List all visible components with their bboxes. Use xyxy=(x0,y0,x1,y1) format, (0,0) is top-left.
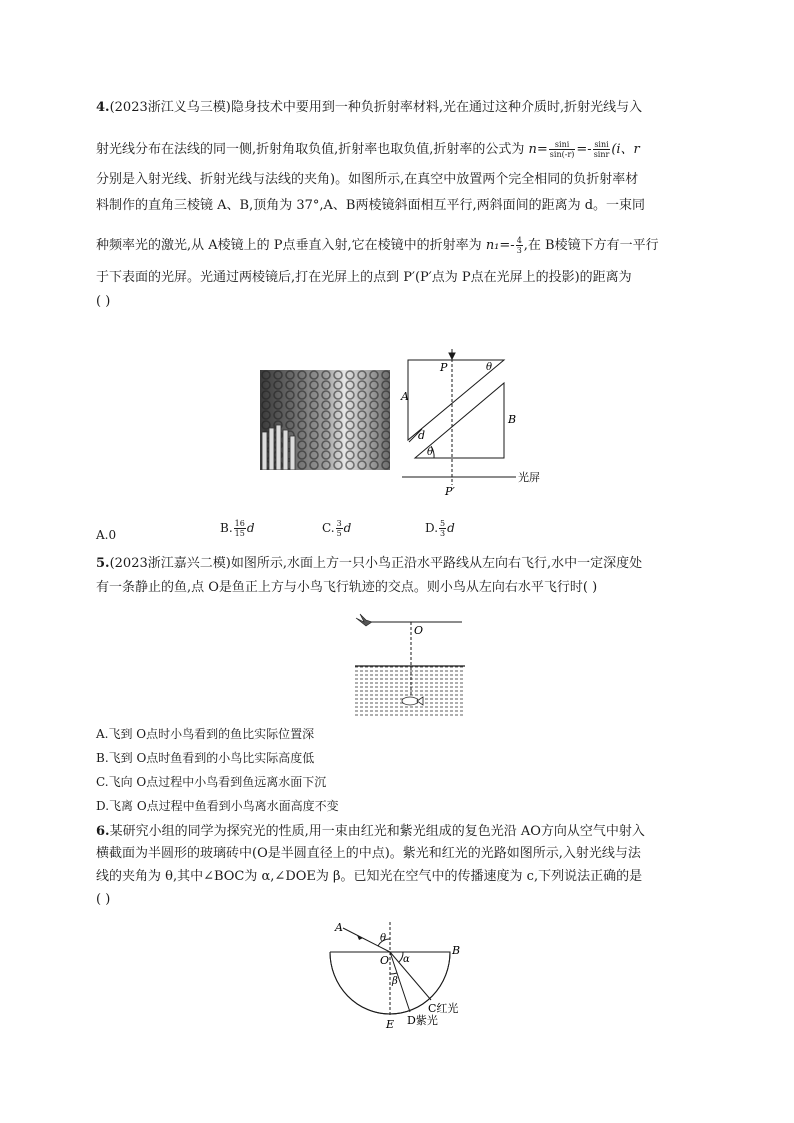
label-theta-top: θ xyxy=(486,362,493,373)
label-e: E xyxy=(386,1018,395,1031)
formula-fraction-1 xyxy=(549,140,576,159)
frac2-numerator: sini xyxy=(594,140,609,149)
q4-text-2-tail: (i、r xyxy=(611,142,640,157)
q4-number: 4. xyxy=(96,100,110,115)
q5-option-b-text: B.飞到 O点时鱼看到的小鸟比实际高度低 xyxy=(96,751,315,765)
q5-number: 5. xyxy=(96,556,110,571)
option-c-prefix: C. xyxy=(322,521,335,535)
label-p: P xyxy=(440,361,448,374)
q4-line-2 xyxy=(96,140,640,159)
label-a: A xyxy=(335,921,343,934)
label-beta: β xyxy=(392,976,398,987)
option-a-text: A.0 xyxy=(96,528,117,542)
option-d-suffix: d xyxy=(447,521,455,535)
label-d-violet: D紫光 xyxy=(407,1014,438,1027)
prism-diagram xyxy=(398,345,558,500)
q5-text-2: 有一条静止的鱼,点 O是鱼正上方与小鸟飞行轨迹的交点。则小鸟从左向右水平飞行时( ) xyxy=(96,580,598,595)
q4-option-a[interactable] xyxy=(96,527,116,543)
label-o: O xyxy=(380,954,390,967)
q4-answer-blank: ( ) xyxy=(96,294,111,309)
q4-text-5-tail: ,在 B棱镜下方有一平行 xyxy=(523,238,659,253)
formula-fraction-2 xyxy=(593,140,611,159)
n1-label: n₁=- xyxy=(485,238,515,253)
q6-answer-blank: ( ) xyxy=(96,892,111,907)
formula-n: n= xyxy=(528,142,548,157)
stealth-material-photo xyxy=(260,370,390,470)
bird-fish-diagram xyxy=(350,610,470,720)
label-c-red: C红光 xyxy=(428,1002,459,1015)
q4-line-1 xyxy=(96,100,642,116)
option-c-denominator: 5 xyxy=(336,529,342,538)
q6-line-2 xyxy=(96,846,641,862)
bird-icon xyxy=(356,614,372,626)
label-theta: θ xyxy=(380,933,387,944)
q5-line-2 xyxy=(96,580,597,596)
q4-paren xyxy=(96,294,110,310)
q4-source: (2023浙江义乌三模) xyxy=(109,100,231,115)
q4-option-c[interactable] xyxy=(322,519,351,538)
option-c-suffix: d xyxy=(343,521,352,535)
option-b-prefix: B. xyxy=(220,521,233,535)
label-a: A xyxy=(401,390,409,403)
q5-option-d-text: D.飞离 O点过程中鱼看到小鸟离水面高度不变 xyxy=(96,799,339,813)
option-d-numerator: 5 xyxy=(440,519,446,528)
option-b-suffix: d xyxy=(246,521,255,535)
q5-option-d[interactable] xyxy=(96,798,339,814)
q4-text-5: 种频率光的激光,从 A棱镜上的 P点垂直入射,它在棱镜中的折射率为 xyxy=(96,238,486,253)
option-d-prefix: D. xyxy=(425,521,439,535)
q4-line-5 xyxy=(96,236,659,255)
q5-option-c[interactable] xyxy=(96,774,326,790)
q5-option-b[interactable] xyxy=(96,750,314,766)
label-o: O xyxy=(414,624,424,637)
q5-source: (2023浙江嘉兴二模) xyxy=(109,556,231,571)
q4-text-1: 隐身技术中要用到一种负折射率材料,光在通过这种介质时,折射光线与入 xyxy=(230,100,643,115)
q4-text-2: 射光线分布在法线的同一侧,折射角取负值,折射率也取负值,折射率的公式为 xyxy=(96,142,529,157)
option-c-fraction xyxy=(336,519,343,538)
q4-line-3 xyxy=(96,172,638,188)
semicircle-glass-diagram xyxy=(325,918,500,1033)
label-b: B xyxy=(508,413,517,426)
q4-text-6: 于下表面的光屏。光通过两棱镜后,打在光屏上的点到 P′(P′点为 P点在光屏上的投影)的距离为 xyxy=(96,270,632,285)
n1-numerator: 4 xyxy=(516,236,522,245)
q4-text-4: 料制作的直角三棱镜 A、B,顶角为 37°,A、B两棱镜斜面相互平行,两斜面间的距离为 d。一束同 xyxy=(96,198,646,213)
label-p-prime: P′ xyxy=(445,485,455,498)
frac1-numerator: sini xyxy=(549,140,576,150)
q5-option-a[interactable] xyxy=(96,726,314,742)
label-b: B xyxy=(452,944,461,957)
option-b-denominator: 15 xyxy=(234,529,245,538)
n1-fraction xyxy=(516,236,523,255)
q6-line-3 xyxy=(96,869,642,885)
q6-paren xyxy=(96,892,110,908)
frac2-denominator: sinr xyxy=(593,150,610,159)
q6-number: 6. xyxy=(96,824,110,839)
arrow-head-icon xyxy=(449,353,455,359)
option-d-fraction xyxy=(439,519,446,538)
beta-arc xyxy=(390,973,397,974)
option-d-denominator: 3 xyxy=(440,529,446,538)
option-b-fraction xyxy=(234,519,246,538)
label-theta-bottom: θ xyxy=(427,447,434,458)
option-b-numerator: 16 xyxy=(234,519,245,528)
label-d: d xyxy=(418,429,426,442)
option-c-numerator: 3 xyxy=(336,519,342,528)
label-screen: 光屏 xyxy=(518,471,540,484)
water-area xyxy=(355,666,465,718)
q6-text-1: 某研究小组的同学为探究光的性质,用一束由红光和紫光组成的复色光沿 AO方向从空气中射入 xyxy=(109,824,645,839)
q5-text-1: 如图所示,水面上方一只小鸟正沿水平路线从左向右飞行,水中一定深度处 xyxy=(230,556,643,571)
q5-line-1 xyxy=(96,556,642,572)
n1-denominator: 3 xyxy=(516,246,522,255)
q6-line-1 xyxy=(96,824,645,840)
q4-option-d[interactable] xyxy=(425,519,455,538)
q4-option-b[interactable] xyxy=(220,519,255,538)
q6-text-3: 线的夹角为 θ,其中∠BOC为 α,∠DOE为 β。已知光在空气中的传播速度为 c,下列说法正确的是 xyxy=(96,869,643,884)
frac1-denominator: sin(-r) xyxy=(549,150,575,159)
formula-equals: =- xyxy=(576,142,592,157)
q6-text-2: 横截面为半圆形的玻璃砖中(O是半圆直径上的中点)。紫光和红光的光路如图所示,入射光线与法 xyxy=(96,846,641,861)
label-alpha: α xyxy=(403,954,410,965)
q5-option-c-text: C.飞向 O点过程中小鸟看到鱼远离水面下沉 xyxy=(96,775,327,789)
q4-text-3: 分别是入射光线、折射光线与法线的夹角)。如图所示,在真空中放置两个完全相同的负折射率材 xyxy=(96,172,639,187)
q4-line-6 xyxy=(96,270,632,286)
q5-option-a-text: A.飞到 O点时小鸟看到的鱼比实际位置深 xyxy=(96,727,315,741)
q4-line-4 xyxy=(96,198,645,214)
